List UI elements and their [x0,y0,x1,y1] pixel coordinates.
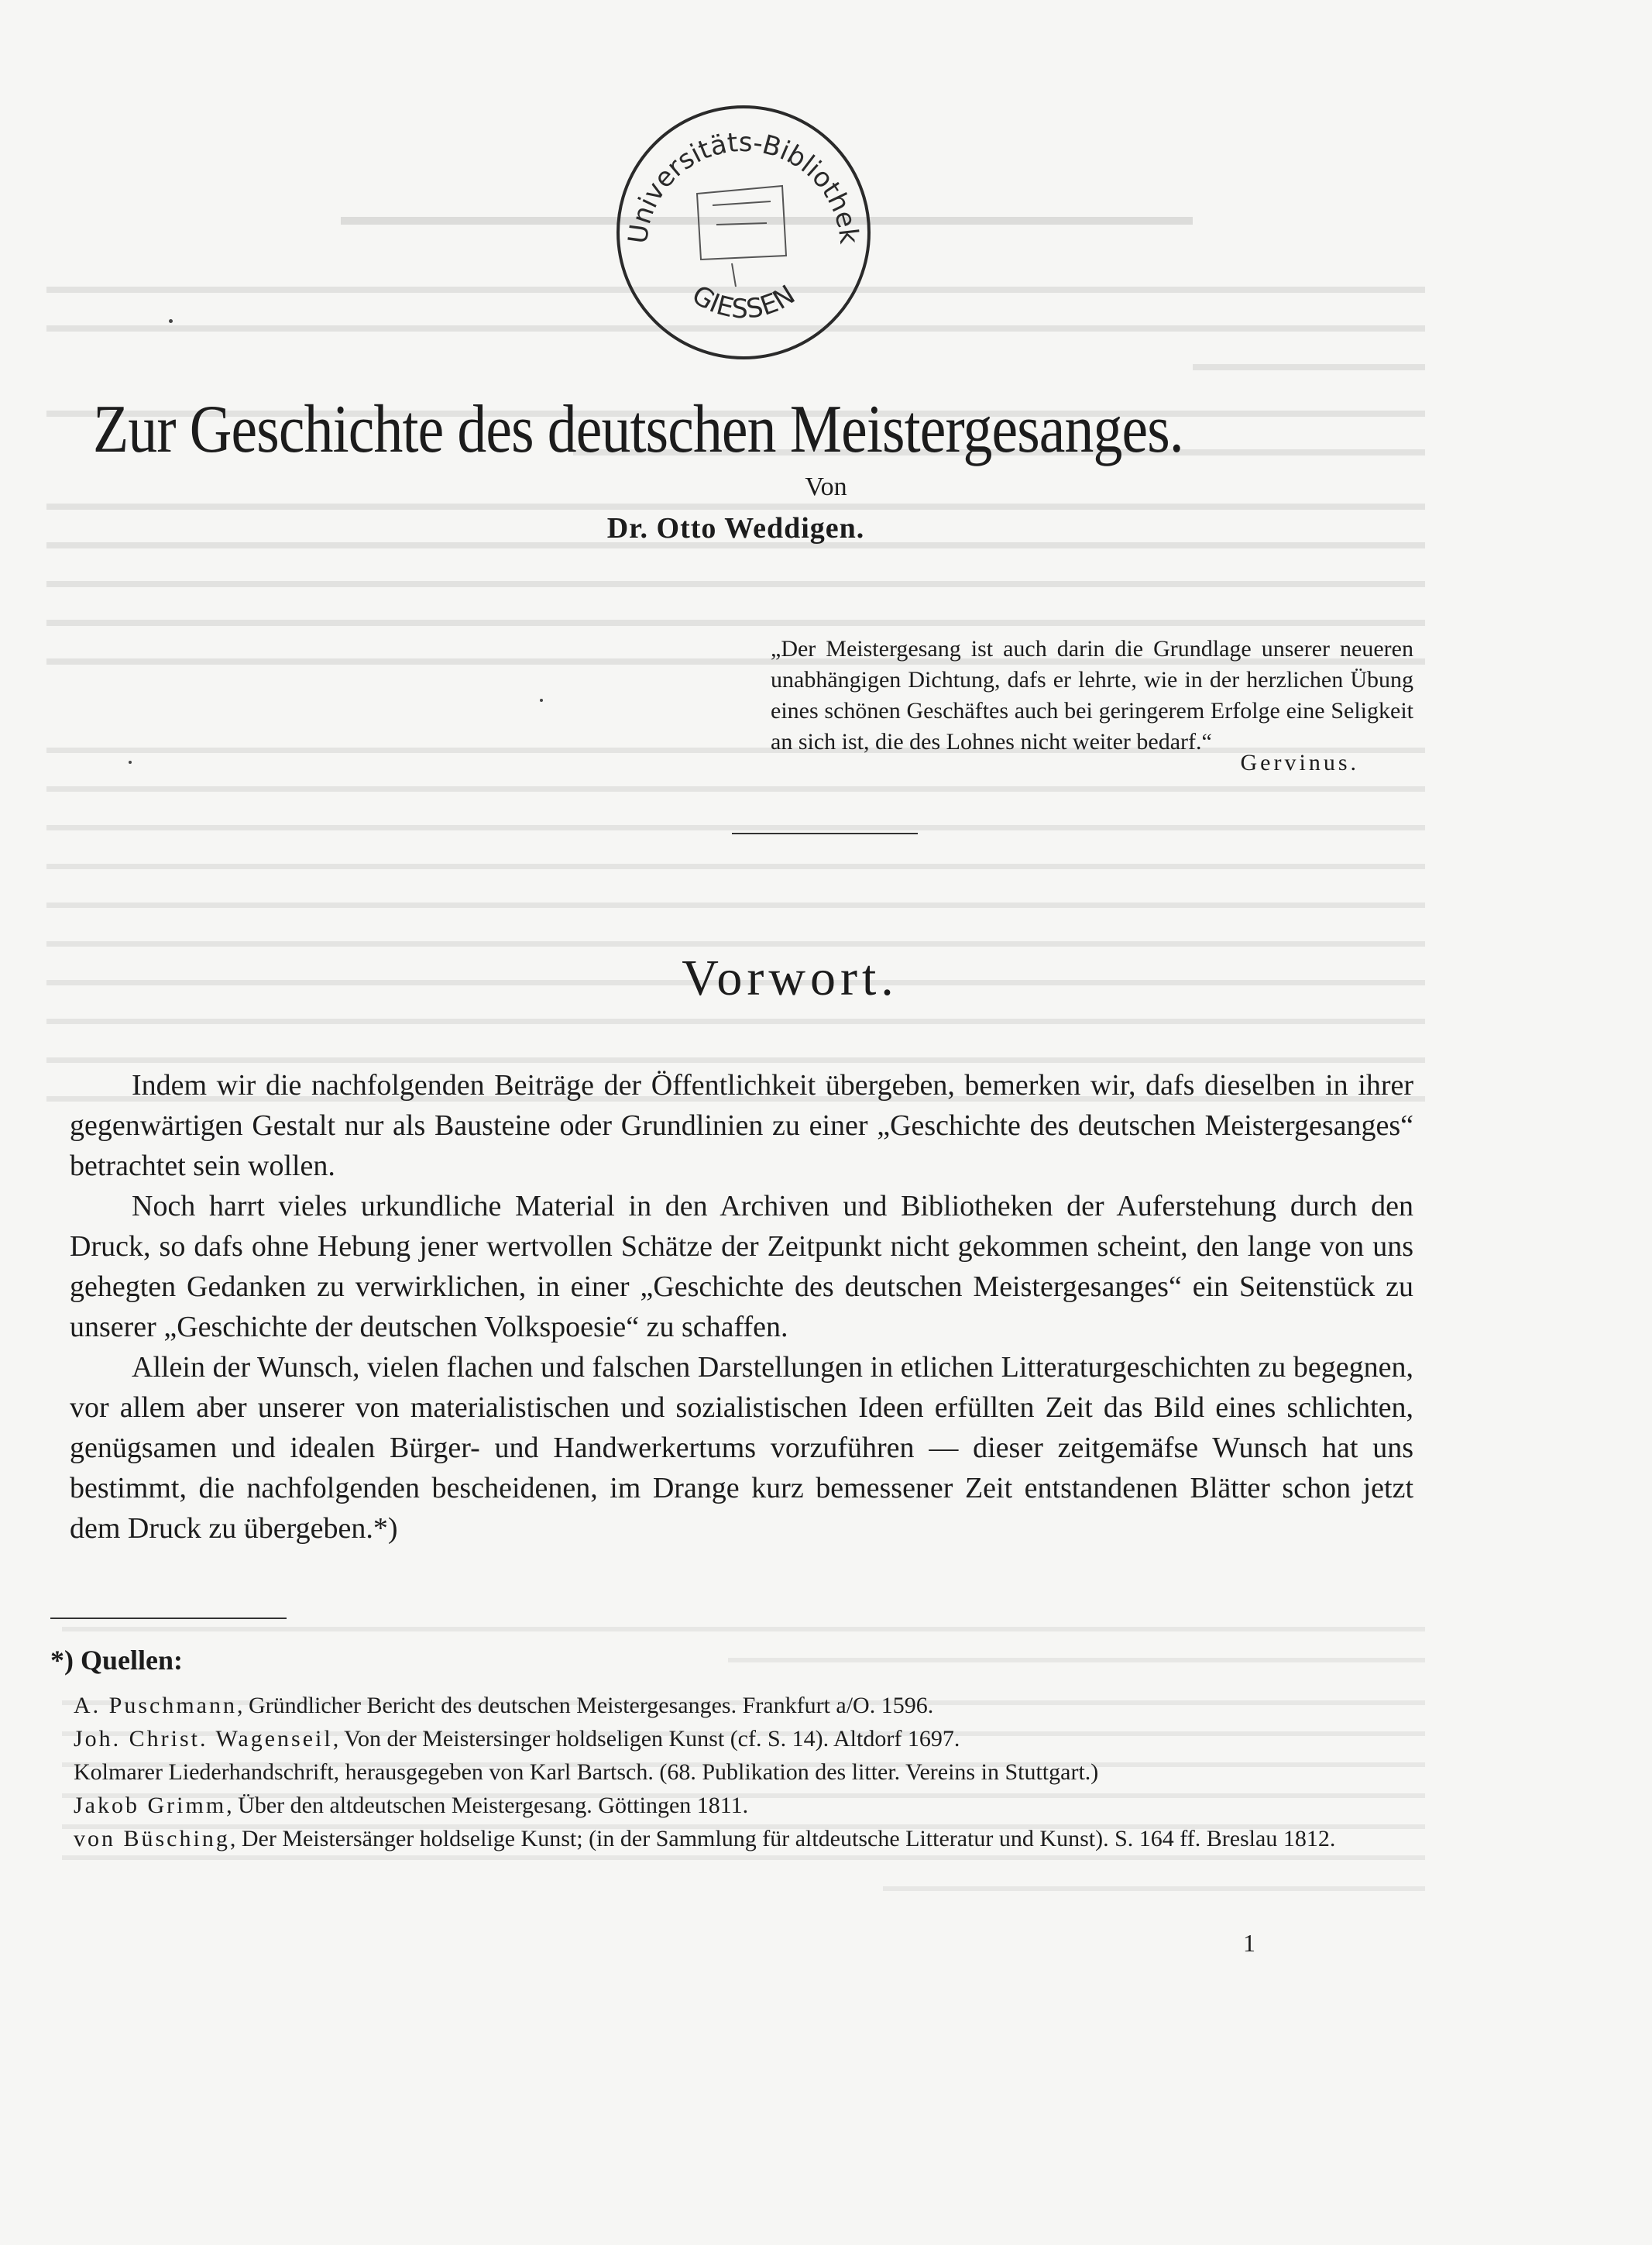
source-item [74,1755,1413,1789]
author-name: Dr. Otto Weddigen. [606,512,865,545]
byline-von: Von [805,473,847,501]
source-author: A. Puschmann [74,1693,237,1718]
source-text: Kolmarer Liederhandschrift, herausgegeben von Karl Bartsch. (68. Publikation des litter. Vereins in Stuttgart.) [74,1759,1099,1785]
paragraph: Allein der Wunsch, vielen flachen und falschen Darstellungen in etlichen Litteraturgeschichten zu begegnen, vor allem aber unserer von materialistischen und sozialistischen Ideen erfüllten Zeit das Bild eines schlichten, genügsamen und idealen Bürger- und Handwerkertums vorzuführen — dieser zeitgemäfse Wunsch hat uns bestimmt, die nachfolgenden bescheidenen, im Drange kurz bemessener Zeit entstandenen Blätter schon jetzt dem Druck zu übergeben.*) [70,1351,1413,1545]
epigraph-author: Gervinus. [1240,750,1359,775]
source-text: , Über den altdeutschen Meistergesang. Göttingen 1811. [226,1793,749,1818]
paragraph: Noch harrt vieles urkundliche Material in den Archiven und Bibliotheken der Auferstehung durch den Druck, so dafs ohne Hebung jener wertvollen Schätze der Zeitpunkt nicht gekommen scheint, den lange von uns gehegten Gedanken zu verwirklichen, in einer „Geschichte des deutschen Meistergesanges“ ein Seitenstück zu unserer „Geschichte der deutschen Volkspoesie“ zu schaffen. [70,1190,1413,1343]
speck [540,699,543,702]
speck [129,761,132,764]
source-author: Joh. Christ. Wagenseil [74,1726,333,1752]
source-item [74,1722,1413,1755]
source-item [74,1822,1413,1855]
epigraph-quote: „Der Meistergesang ist auch darin die Grundlage unserer neueren unabhängigen Dichtung, dafs er lehrte, wie in der herzlichen Übung eines schönen Geschäftes auch bei geringerem Erfolge eine Seligkeit an sich ist, die des Lohnes nicht weiter bedarf.“ [771,636,1413,755]
section-divider [732,833,918,834]
page-number: 1 [1243,1929,1255,1957]
source-text: , Gründlicher Bericht des deutschen Meistergesanges. Frankfurt a/O. 1596. [237,1693,934,1718]
source-author: Jakob Grimm [74,1793,227,1818]
source-text: , Der Meistersänger holdselige Kunst; (in der Sammlung für altdeutsche Litteratur und Kunst). S. 164 ff. Breslau 1812. [229,1826,1336,1851]
paragraph: Indem wir die nachfolgenden Beiträge der Öffentlichkeit übergeben, bemerken wir, dafs dieselben in ihrer gegenwärtigen Gestalt nur als Bausteine oder Grundlinien zu einer „Geschichte des deutschen Meistergesanges“ betrachtet sein wollen. [70,1069,1413,1182]
footnote-divider [50,1618,287,1619]
preface-body [70,1065,1413,1549]
sources-list [74,1689,1413,1855]
stamp-emblem-icon [697,186,786,287]
footnote-heading: *) Quellen: [50,1645,183,1676]
section-heading: Vorwort. [682,950,898,1006]
stamp-bottom-text: GIESSEN [686,279,801,325]
library-stamp [604,93,883,372]
source-author: von Büsching [74,1826,230,1851]
page-title: Zur Geschichte des deutschen Meistergesanges. [93,392,1183,467]
speck [169,319,173,323]
source-text: , Von der Meistersinger holdseligen Kunst (cf. S. 14). Altdorf 1697. [332,1726,960,1752]
source-item [74,1789,1413,1822]
stamp-top-text: Universitäts-Bibliothek [622,126,865,246]
source-item [74,1689,1413,1722]
